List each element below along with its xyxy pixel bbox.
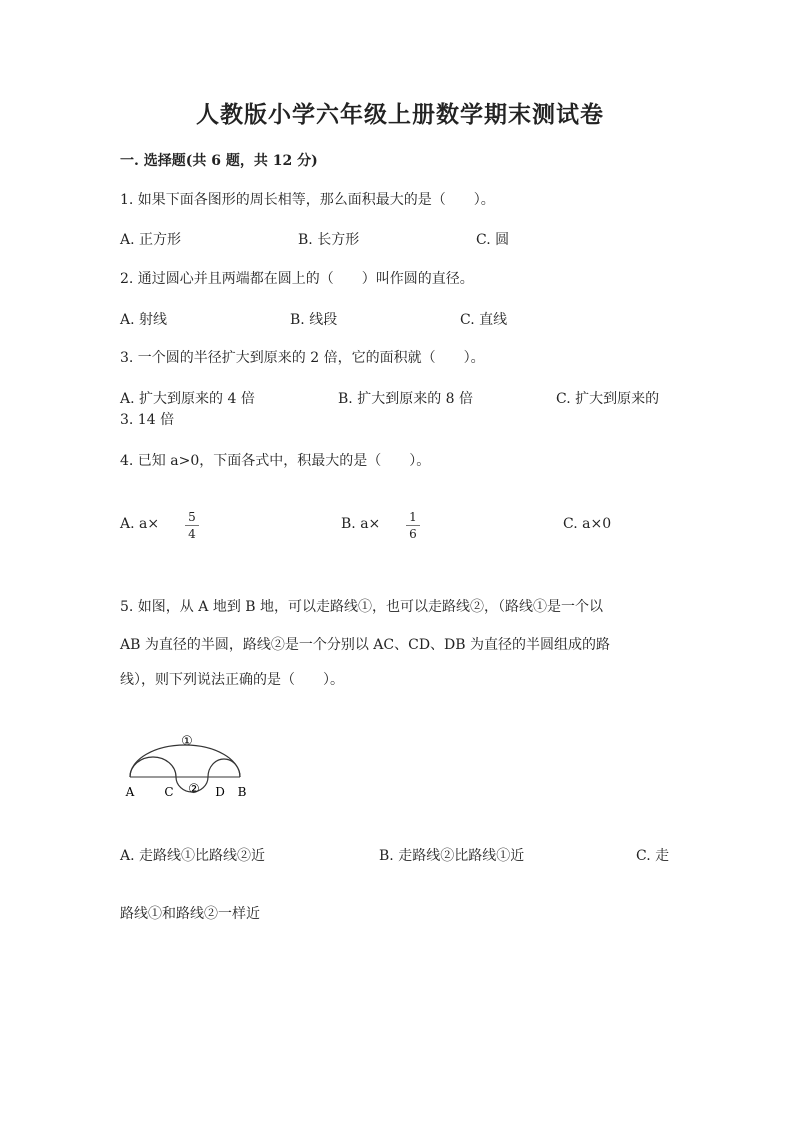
section-heading: 一. 选择题(共 6 题，共 12 分) bbox=[120, 153, 318, 169]
q3-option-c-wrap: 3. 14 倍 bbox=[120, 412, 175, 428]
q5-option-b[interactable]: B. 走路线②比路线①近 bbox=[379, 848, 525, 864]
point-c-label: C bbox=[164, 785, 174, 799]
q5-option-c[interactable]: C. 走 bbox=[636, 848, 670, 864]
fraction-numerator: 1 bbox=[409, 510, 417, 524]
question-1: 1. 如果下面各图形的周长相等，那么面积最大的是（ ）。 bbox=[120, 192, 495, 208]
q1-option-c[interactable]: C. 圆 bbox=[476, 232, 510, 248]
q4-option-a[interactable]: A. a× bbox=[120, 516, 160, 532]
fraction-denominator: 4 bbox=[188, 527, 196, 541]
question-2: 2. 通过圆心并且两端都在圆上的（ ）叫作圆的直径。 bbox=[120, 271, 474, 287]
q2-option-a[interactable]: A. 射线 bbox=[120, 312, 168, 328]
q3-option-c[interactable]: C. 扩大到原来的 bbox=[556, 391, 660, 407]
point-a-label: A bbox=[125, 785, 135, 799]
fraction-denominator: 6 bbox=[409, 527, 417, 541]
q2-option-c[interactable]: C. 直线 bbox=[460, 312, 508, 328]
route-2-arc-ac bbox=[130, 757, 176, 777]
route-1-label: ① bbox=[181, 734, 193, 749]
route-diagram bbox=[116, 722, 256, 804]
question-5-line-1: 5. 如图，从 A 地到 B 地，可以走路线①，也可以走路线②，（路线①是一个以 bbox=[120, 599, 604, 615]
point-d-label: D bbox=[215, 785, 225, 799]
q4-option-c[interactable]: C. a×0 bbox=[563, 516, 612, 532]
q4-fraction-a bbox=[185, 510, 199, 541]
route-2-arc-db bbox=[208, 759, 240, 777]
q1-option-a[interactable]: A. 正方形 bbox=[120, 232, 182, 248]
question-5-line-3: 线），则下列说法正确的是（ ）。 bbox=[120, 672, 344, 688]
q1-option-b[interactable]: B. 长方形 bbox=[298, 232, 360, 248]
fraction-numerator: 5 bbox=[188, 510, 196, 524]
q4-fraction-b bbox=[406, 510, 420, 541]
q4-option-b[interactable]: B. a× bbox=[341, 516, 381, 532]
question-4: 4. 已知 a>0，下面各式中，积最大的是（ ）。 bbox=[120, 453, 431, 469]
q3-option-b[interactable]: B. 扩大到原来的 8 倍 bbox=[338, 391, 473, 407]
route-2-label: ② bbox=[188, 782, 200, 797]
page-title: 人教版小学六年级上册数学期末测试卷 bbox=[196, 101, 604, 128]
question-3: 3. 一个圆的半径扩大到原来的 2 倍，它的面积就（ ）。 bbox=[120, 350, 485, 366]
q5-option-c-wrap: 路线①和路线②一样近 bbox=[120, 906, 260, 922]
route-1-arc bbox=[130, 745, 240, 777]
question-5-line-2: AB 为直径的半圆，路线②是一个分别以 AC、CD、DB 为直径的半圆组成的路 bbox=[120, 637, 611, 653]
q5-option-a[interactable]: A. 走路线①比路线②近 bbox=[120, 848, 266, 864]
q3-option-a[interactable]: A. 扩大到原来的 4 倍 bbox=[120, 391, 255, 407]
point-b-label: B bbox=[237, 785, 247, 799]
q2-option-b[interactable]: B. 线段 bbox=[290, 312, 338, 328]
